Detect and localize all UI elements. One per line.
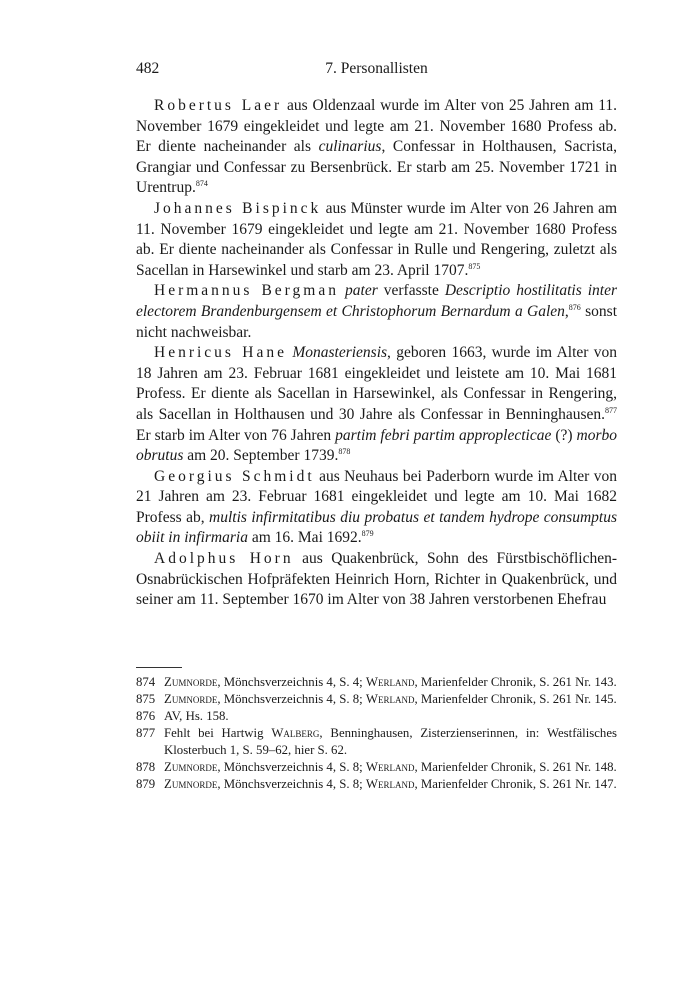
footnotes: [136, 674, 617, 793]
footnote-ref[interactable]: 875: [468, 261, 481, 271]
footnote: [136, 759, 617, 776]
person-name: Adolphus Horn: [154, 550, 294, 568]
person-name: Johannes Bispinck: [154, 199, 322, 217]
footnote-text: Zumnorde, Mönchsverzeichnis 4, S. 8; Werland, Marienfelder Chronik, S. 261 Nr. 147.: [164, 777, 617, 791]
footnote-text: Zumnorde, Mönchsverzeichnis 4, S. 8; Werland, Marienfelder Chronik, S. 261 Nr. 145.: [164, 692, 617, 706]
entry-paragraph: Henricus Hane Monasteriensis, geboren 1663, wurde im Alter von 18 Jahren am 23. Februar 1681 eingekleidet und leistete am 10. Mai 1681 Profess. Er diente als Sacellan in Harsewinkel, als Confessar in Rengering, als Sacellan in Holthausen und 30 Jahre als Confessar in Benninghausen.$^{877}$ Er starb im Alter von 76 Jahren partim febri partim approplecticae (?) morbo obrutus am 20. September 1739.$^{878}$: [136, 344, 617, 465]
person-name: Hermannus Bergman: [154, 282, 339, 300]
entry-paragraph: Robertus Laer aus Oldenzaal wurde im Alter von 25 Jahren am 11. November 1679 eingekleidet und legte am 21. November 1680 Profess ab. Er diente nacheinander als culinarius, Confessar in Holthausen, Sacrista, Grangiar und Confessar zu Bersenbrück. Er starb am 25. November 1721 in Urentrup.$^{874}$: [136, 97, 617, 197]
footnote-text: Zumnorde, Mönchsverzeichnis 4, S. 4; Werland, Marienfelder Chronik, S. 261 Nr. 143.: [164, 675, 617, 689]
chapter-title: 7. Personallisten: [325, 60, 428, 77]
entry-paragraph: Hermannus Bergman pater verfasste Descriptio hostilitatis inter electorem Brandenburgensem et Christophorum Bernardum a Galen,$^{876}$ sonst nicht nachweisbar.: [136, 282, 618, 341]
footnote-number: 879: [136, 777, 156, 791]
footnote: [136, 776, 617, 793]
footnote: [136, 708, 617, 725]
footnote-text: Fehlt bei Hartwig Walberg, Benninghausen, Zisterzienserinnen, in: Westfälisches Klosterbuch 1, S. 59–62, hier S. 62.: [164, 726, 617, 757]
footnote-number: 878: [136, 760, 156, 774]
footnote: [136, 674, 617, 691]
footnote-number: 874: [136, 675, 156, 689]
footnote-text: AV, Hs. 158.: [164, 709, 229, 723]
footnote: [136, 725, 617, 759]
page-number: 482: [136, 60, 160, 77]
footnote-ref[interactable]: 876: [568, 302, 581, 312]
footnote-ref[interactable]: 874: [195, 179, 208, 189]
footnote-divider: [136, 667, 182, 668]
footnote-number: 876: [136, 709, 156, 723]
footnote-number: 877: [136, 726, 156, 740]
entry-paragraph: Johannes Bispinck aus Münster wurde im Alter von 26 Jahren am 11. November 1679 eingekleidet und legte am 21. November 1680 Profess ab. Er diente nacheinander als Confessar in Rulle und Rengering, zuletzt als Sacellan in Harsewinkel und starb am 23. April 1707.$^{875}$: [136, 199, 617, 279]
footnote-ref[interactable]: 878: [338, 447, 351, 457]
page-content: [136, 60, 617, 611]
person-name: Robertus Laer: [154, 97, 283, 114]
footnote-ref[interactable]: 879: [361, 529, 374, 539]
entry-paragraph: Adolphus Horn aus Quakenbrück, Sohn des Fürstbischöflichen-Osnabrückischen Hofpräfekten Heinrich Horn, Richter in Quakenbrück, und seiner am 11. September 1670 im Alter von 38 Jahren verstorbenen Ehefrau: [136, 550, 617, 609]
footnote-number: 875: [136, 692, 156, 706]
footnote-ref[interactable]: 877: [605, 405, 617, 415]
person-name: Georgius Schmidt: [154, 467, 315, 485]
body-text: [136, 96, 617, 611]
person-name: Henricus Hane: [154, 344, 287, 362]
footnote: [136, 691, 617, 708]
footnote-text: Zumnorde, Mönchsverzeichnis 4, S. 8; Werland, Marienfelder Chronik, S. 261 Nr. 148.: [164, 760, 617, 774]
running-header: [136, 60, 617, 84]
entry-paragraph: Georgius Schmidt aus Neuhaus bei Paderborn wurde im Alter von 21 Jahren am 23. Februar 1681 eingekleidet und legte am 10. Mai 1682 Profess ab, multis infirmitatibus diu probatus et tandem hydrope consumptus obiit in infirmaria am 16. Mai 1692.$^{879}$: [136, 467, 617, 547]
